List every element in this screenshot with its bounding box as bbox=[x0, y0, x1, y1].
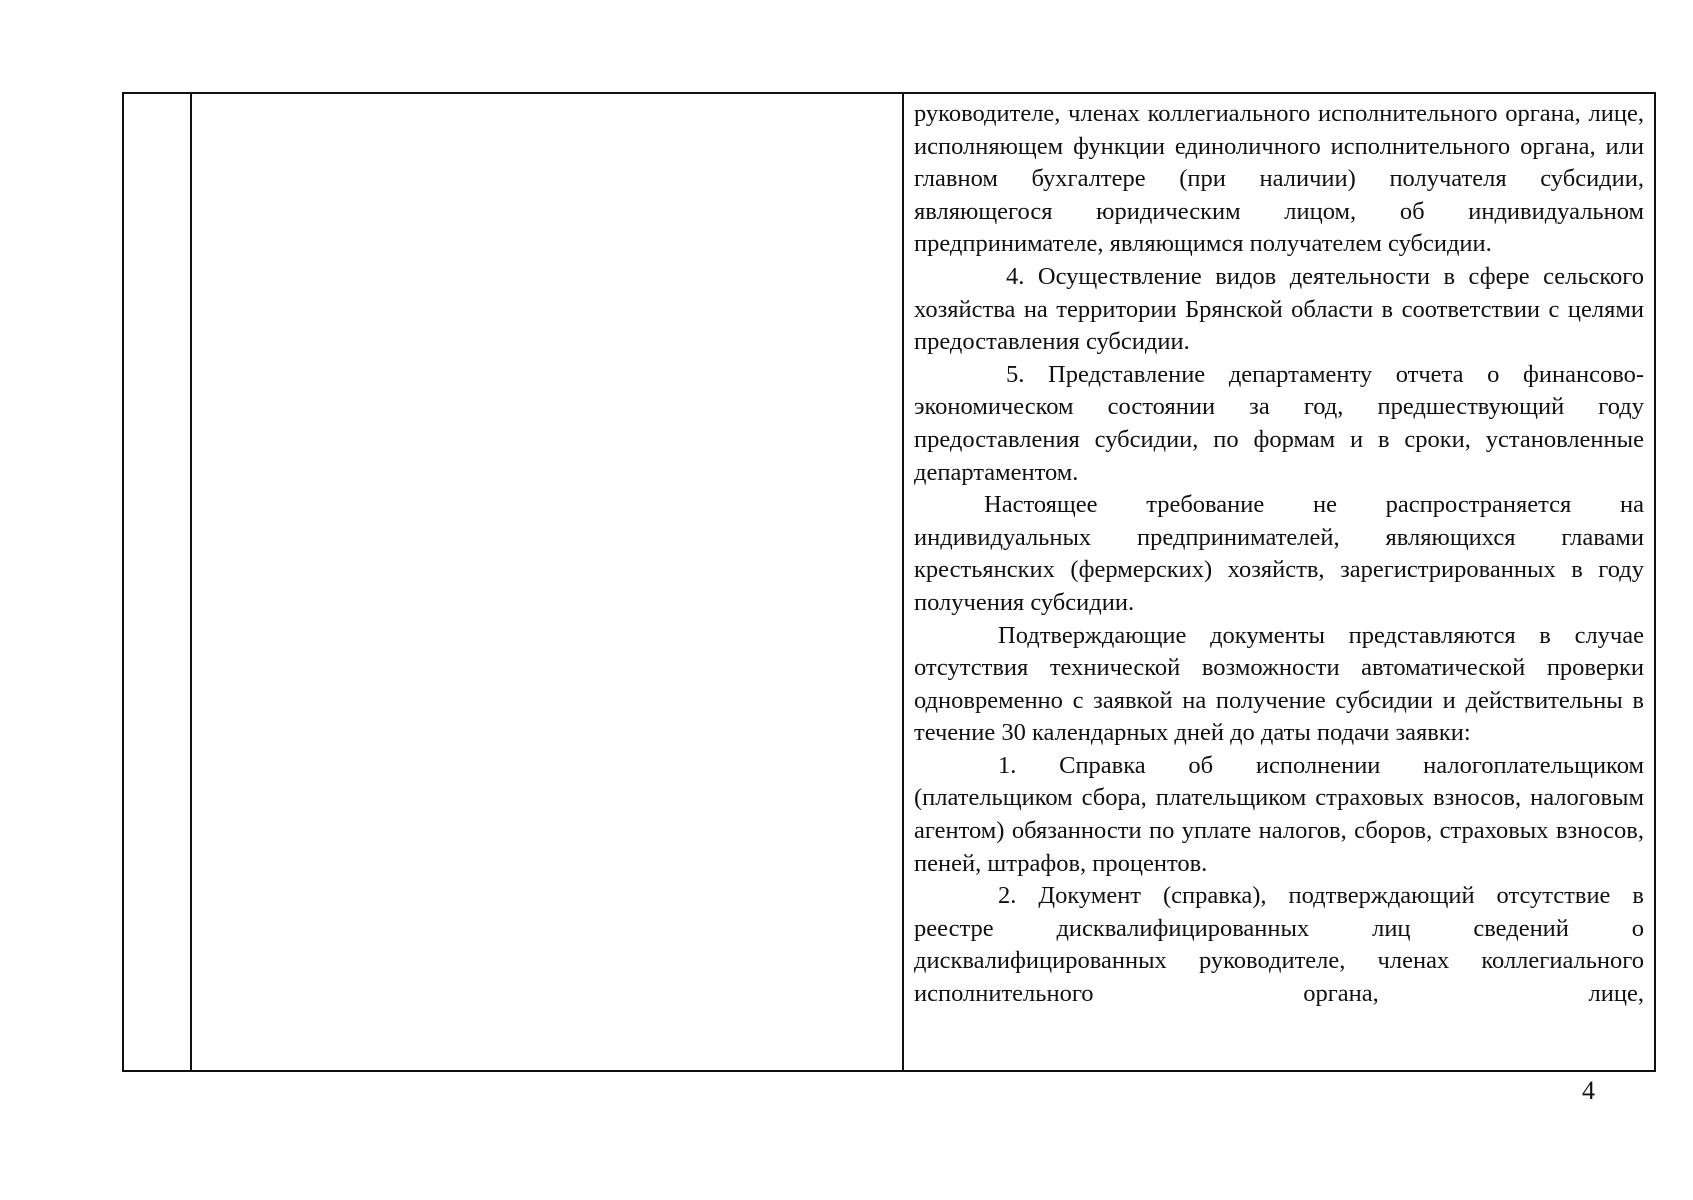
paragraph-exception-note: Настоящее требование не распространяется на индивидуальных предпринимателей, являющихся главами крестьянских (фермерских) хозяйств, зарегистрированных в году получения субсидии. bbox=[914, 491, 1644, 616]
table-column-number bbox=[124, 94, 192, 1070]
paragraph-doc-1: 1. Справка об исполнении налогоплательщиком (плательщиком сбора, плательщиком страховых взносов, налоговым агентом) обязанности по уплате налогов, сборов, страховых взносов, пеней, штрафов, процентов. bbox=[914, 751, 1644, 877]
table-column-name bbox=[192, 94, 904, 1070]
paragraph-supporting-documents: Подтверждающие документы представляются в случае отсутствия технической возможности автоматической проверки одновременно с заявкой на получение субсидии и действительны в течение 30 календарных дней до даты подачи заявки: bbox=[914, 621, 1644, 747]
paragraph-item-5: 5. Представление департаменту отчета о финансово-экономическом состоянии за год, предшествующий году предоставления субсидии, по формам и в сроки, установленные департаментом. bbox=[914, 360, 1644, 486]
table-column-text bbox=[904, 94, 1654, 1070]
page-number: 4 bbox=[1582, 1076, 1595, 1105]
paragraph-doc-2: 2. Документ (справка), подтверждающий отсутствие в реестре дисквалифицированных лиц сведений о дисквалифицированных руководителе, членах коллегиального исполнительного органа, лице, bbox=[914, 882, 1644, 1008]
paragraph-item-4: 4. Осуществление видов деятельности в сфере сельского хозяйства на территории Брянской области в соответствии с целями предоставления субсидии. bbox=[914, 262, 1644, 356]
paragraph-continuation: руководителе, членах коллегиального исполнительного органа, лице, исполняющем функции единоличного исполнительного органа, или главном бухгалтере (при наличии) получателя субсидии, являющегося юридическим лицом, об индивидуальном предпринимателе, являющимся получателем субсидии. bbox=[914, 100, 1644, 258]
requirements-table bbox=[122, 92, 1656, 1072]
